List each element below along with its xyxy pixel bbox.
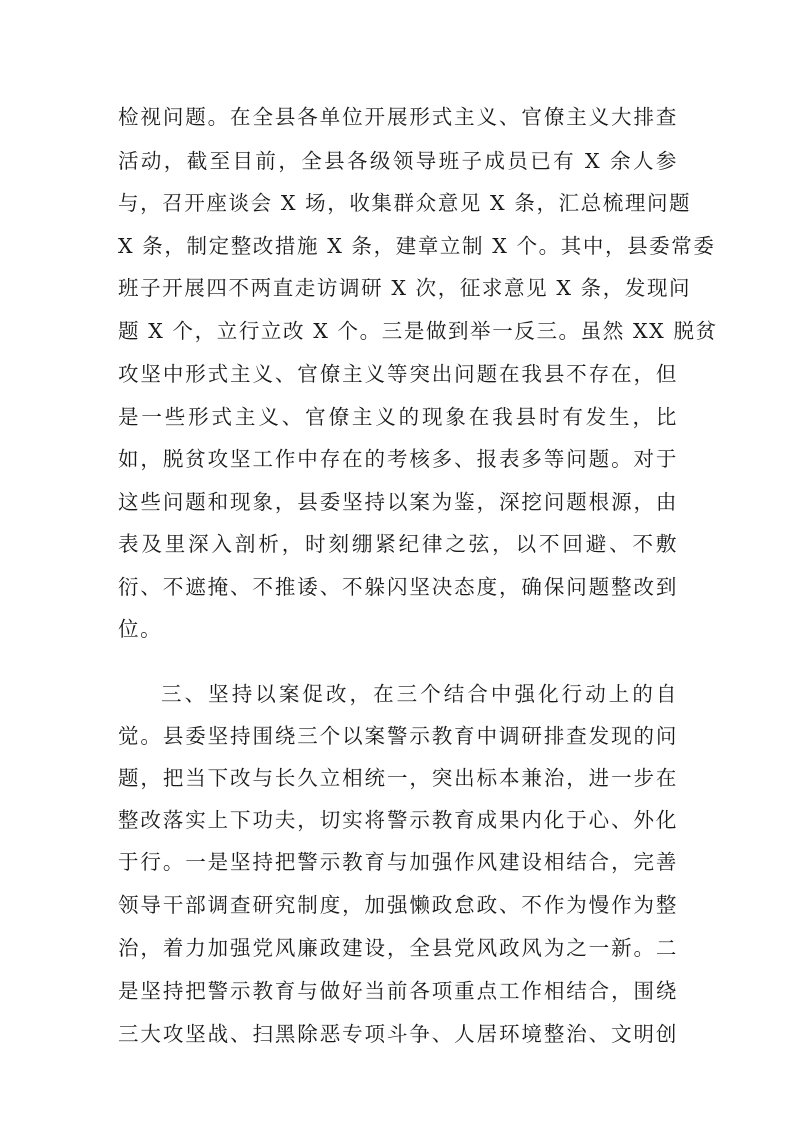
body-text-line: 活动，截至目前，全县各级领导班子成员已有 X 余人参: [118, 149, 678, 173]
body-text-line: 攻坚中形式主义、官僚主义等突出问题在我县不存在，但: [118, 362, 678, 386]
body-text-line: 是一些形式主义、官僚主义的现象在我县时有发生，比: [118, 405, 678, 429]
body-text-line: 整改落实上下功夫，切实将警示教育成果内化于心、外化: [118, 808, 678, 832]
body-text-line: 班子开展四不两直走访调研 X 次，征求意见 X 条，发现问: [118, 276, 692, 300]
body-text-line: 这些问题和现象，县委坚持以案为鉴，深挖问题根源，由: [118, 490, 678, 514]
body-text-line: 是坚持把警示教育与做好当前各项重点工作相结合，围绕: [118, 979, 678, 1003]
body-text-line: 检视问题。在全县各单位开展形式主义、官僚主义大排查: [118, 105, 678, 129]
body-text-line: 领导干部调查研究制度，加强懒政怠政、不作为慢作为整: [118, 893, 678, 917]
body-text-line: 三大攻坚战、扫黑除恶专项斗争、人居环境整治、文明创: [118, 1022, 678, 1046]
body-text-line: 于行。一是坚持把警示教育与加强作风建设相结合，完善: [118, 850, 678, 874]
body-text-line: 衍、不遮掩、不推诿、不躲闪坚决态度，确保问题整改到: [118, 575, 678, 599]
body-text-line: 表及里深入剖析，时刻绷紧纪律之弦，以不回避、不敷: [118, 532, 678, 556]
body-text-line: 觉。县委坚持围绕三个以案警示教育中调研排查发现的问: [118, 724, 678, 748]
body-text-line: 题，把当下改与长久立相统一，突出标本兼治，进一步在: [118, 766, 678, 790]
section-heading-line: 三、坚持以案促改，在三个结合中强化行动上的自: [161, 682, 678, 706]
body-text-line: 与，召开座谈会 X 场，收集群众意见 X 条，汇总梳理问题: [118, 191, 692, 215]
body-text-line: 题 X 个，立行立改 X 个。三是做到举一反三。虽然 XX 脱贫: [118, 319, 718, 343]
body-text-line: 位。: [118, 617, 163, 641]
body-text-line: 治，着力加强党风廉政建设，全县党风政风为之一新。二: [118, 936, 678, 960]
body-text-line: X 条，制定整改措施 X 条，建章立制 X 个。其中，县委常委: [118, 234, 716, 258]
body-text-line: 如，脱贫攻坚工作中存在的考核多、报表多等问题。对于: [118, 447, 678, 471]
